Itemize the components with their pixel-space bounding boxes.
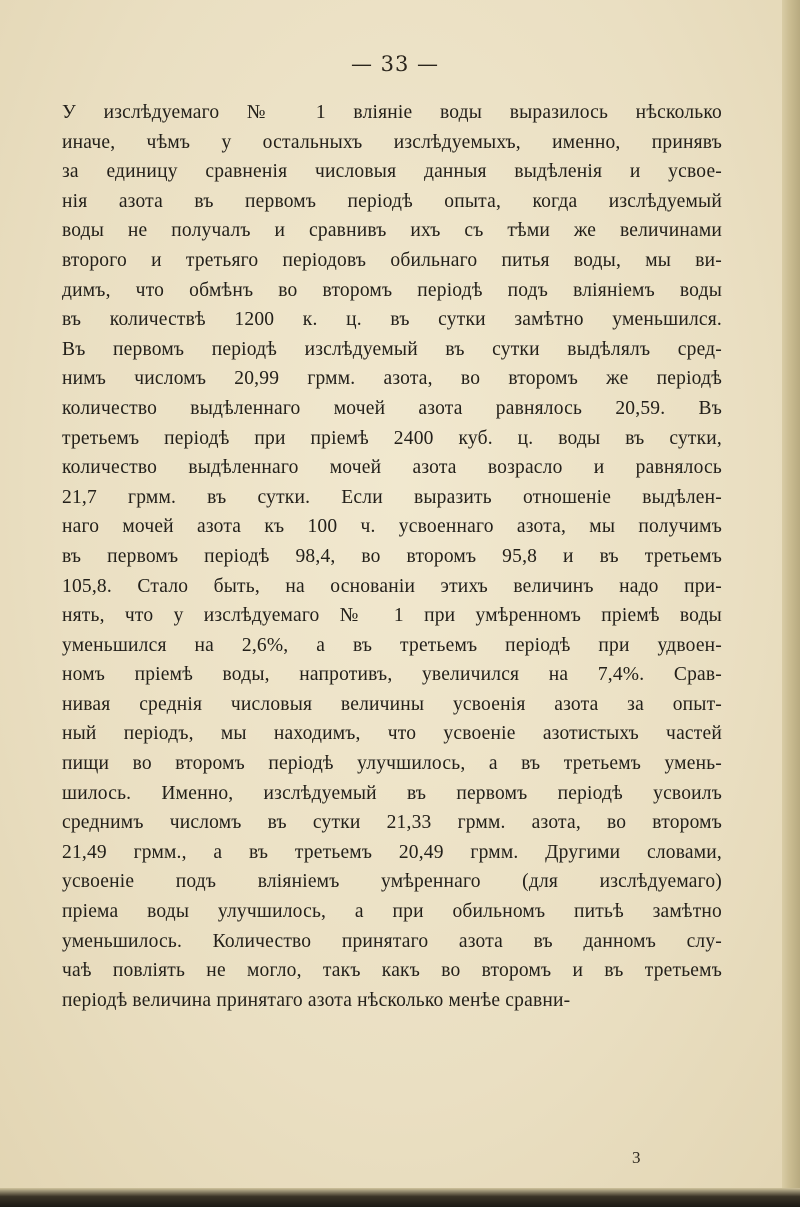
text-line: за единицу сравненія числовыя данныя выдѣленія и усвое-: [62, 161, 722, 183]
text-line: пищи во второмъ періодѣ улучшилось, а въ третьемъ умень-: [62, 753, 722, 775]
text-line: 21,49 грмм., а въ третьемъ 20,49 грмм. Другими словами,: [62, 841, 722, 863]
text-line: третьемъ періодѣ при пріемѣ 2400 куб. ц. воды въ сутки,: [62, 427, 722, 449]
text-line: чаѣ повліять не могло, такъ какъ во второмъ и въ третьемъ: [62, 960, 722, 982]
text-line: количество выдѣленнаго мочей азота равнялось 20,59. Въ: [62, 397, 722, 419]
text-line: нія азота въ первомъ періодѣ опыта, когда изслѣдуемый: [62, 190, 722, 212]
page-number: — 33 —: [350, 52, 440, 76]
text-line: въ первомъ періодѣ 98,4, во второмъ 95,8 и въ третьемъ: [62, 545, 722, 567]
text-line: 105,8. Стало быть, на основаніи этихъ величинъ надо при-: [62, 575, 722, 597]
page-bottom-edge: [0, 1188, 800, 1207]
text-line: уменьшился на 2,6%, а въ третьемъ періодѣ при удвоен-: [62, 634, 722, 656]
text-line: количество выдѣленнаго мочей азота возрасло и равнялось: [62, 457, 722, 479]
text-line: 21,7 грмм. въ сутки. Если выразить отношеніе выдѣлен-: [62, 486, 722, 508]
text-line: наго мочей азота къ 100 ч. усвоеннаго азота, мы получимъ: [62, 516, 722, 538]
text-line: димъ, что обмѣнъ во второмъ періодѣ подъ вліяніемъ воды: [62, 279, 722, 301]
page-spine-edge: [782, 0, 800, 1207]
text-line: періодѣ величина принятаго азота нѣсколько менѣе сравни-: [62, 989, 571, 1011]
text-line: среднимъ числомъ въ сутки 21,33 грмм. азота, во второмъ: [62, 812, 722, 834]
text-line: ный періодъ, мы находимъ, что усвоеніе азотистыхъ частей: [62, 723, 722, 745]
text-line: въ количествѣ 1200 к. ц. въ сутки замѣтно уменьшился.: [62, 309, 722, 331]
text-line: второго и третьяго періодовъ обильнаго питья воды, мы ви-: [62, 249, 722, 271]
text-line: воды не получалъ и сравнивъ ихъ съ тѣми же величинами: [62, 220, 722, 242]
text-line: усвоеніе подъ вліяніемъ умѣреннаго (для изслѣдуемаго): [62, 871, 722, 893]
text-line: нивая среднія числовыя величины усвоенія азота за опыт-: [62, 693, 722, 715]
text-line: нять, что у изслѣдуемаго № 1 при умѣренномъ пріемѣ воды: [62, 605, 722, 627]
text-line: нимъ числомъ 20,99 грмм. азота, во второмъ же періодѣ: [62, 368, 722, 390]
signature-mark: 3: [632, 1148, 641, 1167]
text-line: иначе, чѣмъ у остальныхъ изслѣдуемыхъ, именно, принявъ: [62, 131, 722, 153]
text-line: номъ пріемѣ воды, напротивъ, увеличился на 7,4%. Срав-: [62, 664, 722, 686]
body-text: [62, 98, 722, 1015]
text-line: У изслѣдуемаго № 1 вліяніе воды выразилось нѣсколько: [62, 102, 722, 123]
text-line: пріема воды улучшилось, а при обильномъ питьѣ замѣтно: [62, 901, 722, 923]
text-line: Въ первомъ періодѣ изслѣдуемый въ сутки выдѣлялъ сред-: [62, 338, 722, 360]
text-line: уменьшилось. Количество принятаго азота въ данномъ слу-: [62, 930, 722, 952]
text-line: шилось. Именно, изслѣдуемый въ первомъ періодѣ усвоилъ: [62, 782, 722, 804]
